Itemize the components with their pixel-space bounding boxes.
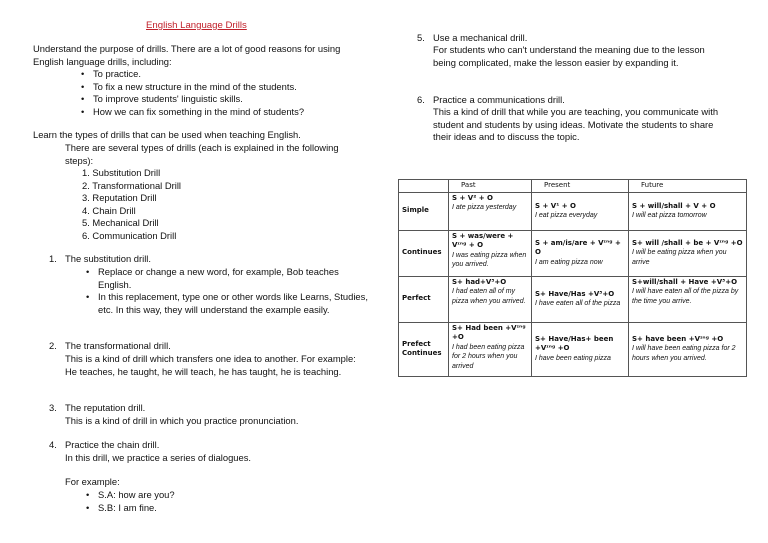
example-sentence: I will be eating pizza when you arrive [632, 249, 727, 266]
drill-number: 5. [417, 32, 425, 43]
list-item: • To practice. [81, 68, 371, 81]
table-cell [532, 230, 629, 276]
formula: S + am/is/are + Vᶦⁿᵍ + O [535, 238, 621, 257]
row-label: Simple [399, 192, 449, 230]
example-sentence: I was eating pizza when you arrived. [452, 251, 527, 269]
list-item: 4. Chain Drill [82, 204, 136, 216]
drill-text: This a kind of drill that while you are teaching, you communicate with student and students by using ideas. Motivate the students to share their ideas and to discuss the topic. [433, 106, 719, 143]
drill-text: This is a kind of drill which transfers one idea to another. For example: He teaches, he taught, he will teach, he has taught, he is teaching. [65, 353, 356, 377]
table-cell [629, 322, 747, 376]
grammar-table [398, 179, 747, 377]
intro-text: Understand the purpose of drills. There are a lot of good reasons for using English language drills, including: [33, 43, 341, 67]
formula: S + V² + O [452, 193, 493, 202]
table-cell [449, 230, 532, 276]
drill-title: Use a mechanical drill. [433, 32, 528, 43]
example-sentence: I had been eating pizza for 2 hours when you arrived [452, 343, 525, 370]
list-item: • S.B: I am fine. [86, 502, 286, 515]
drill-text: This is a kind of drill in which you practice pronunciation. [65, 415, 299, 426]
formula: S+ have been +Vᶦⁿᵍ +O [632, 334, 724, 343]
drill-text: For students who can't understand the meaning due to the lesson being complicated, make the lesson easier by expanding it. [433, 44, 705, 68]
reasons-list [81, 68, 371, 118]
example-bullets [86, 489, 286, 514]
list-item: • How we can fix something in the mind of students? [81, 106, 371, 119]
column-header: Past [449, 180, 532, 193]
drill-bullets [86, 266, 371, 316]
drill-number: 6. [417, 94, 425, 105]
corner-cell [399, 180, 449, 193]
types-list [82, 167, 181, 243]
list-item: • Replace or change a new word, for example, Bob teaches English. [86, 266, 371, 291]
table-cell [629, 230, 747, 276]
formula: S+ will /shall + be + Vᶦⁿᵍ +O [632, 238, 743, 247]
table-cell [449, 276, 532, 322]
drill-number: 1. [49, 253, 57, 264]
example-sentence: I am eating pizza now [535, 258, 603, 266]
drill-number: 2. [49, 340, 57, 351]
formula: S+ Have/Has+ been +Vᶦⁿᵍ +O [535, 334, 614, 353]
drill-title: The reputation drill. [65, 402, 146, 413]
list-item: • S.A: how are you? [86, 489, 286, 502]
example-sentence: I ate pizza yesterday [452, 204, 517, 212]
drill-text: In this drill, we practice a series of dialogues. [65, 452, 252, 463]
row-label: Prefect Continues [399, 322, 449, 376]
list-item: 3. Reputation Drill [82, 192, 157, 204]
column-header: Future [629, 180, 747, 193]
table-row [399, 276, 747, 322]
column-header: Present [532, 180, 629, 193]
formula: S+will/shall + Have +V³+O [632, 277, 738, 286]
table-cell [449, 322, 532, 376]
example-sentence: I eat pizza everyday [535, 212, 598, 220]
list-item: 6. Communication Drill [82, 229, 177, 241]
drill-title: Practice a communications drill. [433, 94, 565, 105]
row-label: Continues [399, 230, 449, 276]
table-cell [449, 192, 532, 230]
table-cell [629, 192, 747, 230]
row-label: Perfect [399, 276, 449, 322]
table-row [399, 322, 747, 376]
list-item: • To improve students' linguistic skills. [81, 93, 371, 106]
table-header-row [399, 180, 747, 193]
table-cell [532, 276, 629, 322]
formula: S+ had+V³+O [452, 277, 507, 286]
table-cell [629, 276, 747, 322]
drill-number: 4. [49, 439, 57, 450]
table-cell [532, 322, 629, 376]
table-row [399, 230, 747, 276]
formula: S + V¹ + O [535, 201, 576, 210]
formula: S + was/were + Vᶦⁿᵍ + O [452, 231, 514, 250]
formula: S+ Had been +Vᶦⁿᵍ +O [452, 323, 526, 342]
table-row [399, 192, 747, 230]
drill-title: Practice the chain drill. [65, 439, 160, 450]
example-label: For example: [65, 476, 120, 487]
list-item: 5. Mechanical Drill [82, 217, 159, 229]
example-sentence: I will have been eating pizza for 2 hours when you arrived. [632, 345, 736, 362]
example-sentence: I had eaten all of my pizza when you arrived. [452, 288, 526, 305]
example-sentence: I will eat pizza tomorrow [632, 212, 707, 220]
types-heading: Learn the types of drills that can be used when teaching English. [33, 129, 301, 140]
table-cell [532, 192, 629, 230]
page-title: English Language Drills [146, 20, 247, 31]
list-item: • To fix a new structure in the mind of the students. [81, 81, 371, 94]
formula: S + will/shall + V + O [632, 201, 716, 210]
example-sentence: I have been eating pizza [535, 354, 611, 362]
drill-title: The transformational drill. [65, 340, 171, 351]
list-item: 2. Transformational Drill [82, 179, 181, 191]
list-item: • In this replacement, type one or other words like Learns, Studies, etc. In this way, they will understand the example easily. [86, 291, 371, 316]
drill-number: 3. [49, 402, 57, 413]
list-item: 1. Substitution Drill [82, 167, 161, 178]
drill-title: The substitution drill. [65, 253, 151, 264]
example-sentence: I have eaten all of the pizza [535, 300, 621, 308]
formula: S+ Have/Has +V³+O [535, 289, 615, 298]
types-text: There are several types of drills (each is explained in the following steps): [65, 142, 339, 166]
example-sentence: I will have eaten all of the pizza by the time you arrive. [632, 288, 739, 305]
